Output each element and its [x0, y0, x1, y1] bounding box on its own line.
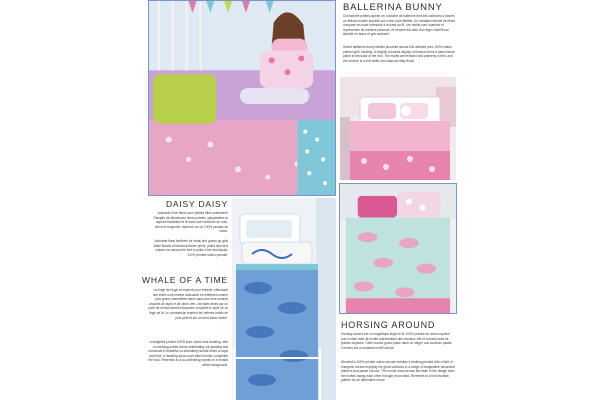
whale-english-text: A delightful printed 100% pure cotton kids bedding, with a charming ocean scene celebrating our greatest sea mammals in beautiful co-ordinating neutral tones of lapis and lime. A dazzling aqua cover stitch border completes the look. Reverses to a co-ordinating repeat on a neutral white background.: [148, 340, 228, 367]
daisy-heading: DAISY DAISY: [165, 199, 228, 209]
bunny-room-illustration: [340, 77, 456, 180]
horsing-french-text: Horsing Around est un magnifique linge de lit 100% percale de coton imprimé pour enfant doté de motifs représentant des chevaux vifs et courant dans de grands espaces. Cette course grand place dans un verger aux couleurs pastel. L'envers est un éclatant motif fuchsia.: [341, 332, 453, 350]
ballerina-english-text: Sweet ballerina bunny rabbits pirouette across this delicate pure 100% cotton printed girls' bedding. A brightly coloured display of flowers forms a harmonious panel at the base of the bed. The motifs are textured and painterly in feel, and the reverse is a soft white and charcoal ditsy floral.: [343, 45, 455, 63]
whale-bed-illustration: [232, 198, 336, 400]
whale-french-text: Un linge de lit gai et imprimé pour enfants, effectuant une entre-roue marine amusante et célébrant comme plus grand mammifère marin dans des tons neutres assortis de lapis et de citron vert. Les taies finies par un point de rectouvrement turquoise complète le style de ce linge de lit. Le commercial reprend les mêmes motifs en plus petit et sur un fond blanc neutre.: [148, 288, 228, 320]
photo-whale-bedding: [232, 198, 336, 400]
photo-ballerina-bunny-bedroom: [340, 77, 456, 180]
daisy-french-text: Adorable lit de fleurs pour petites filles seulement! Panglier de fabuleuses fleurs peintes, pâquerettes et rayures travaillant le lit dans une harmonie de rose, citron et turquoise. Imprimé sur un 100% percale de coton.: [153, 211, 228, 234]
horse-bed-illustration: [340, 184, 456, 313]
photo-horse-bedding: [339, 183, 457, 314]
whale-heading: WHALE OF A TIME: [142, 275, 228, 285]
horsing-english-text: Wonderful 100% printed cotton percale children's bedding printed with a field of energetic horses enjoying the great outdoors in a range of imaginative decorative patterns and pastel colours. The runner band across the base of the design sees the horses racing each other through an orchard. Reverses to a bold fuchsia pattern for an alternative mood.: [341, 360, 456, 383]
girl-bed-illustration: [149, 1, 335, 195]
daisy-english-text: Adorable floral bedlinen for small and grown-up girls alike! Bands of fabulous flower prints, polka dots and stripes run across the bed in pinks, lime and aquas. 100% printed cotton percale.: [153, 239, 228, 257]
ballerina-heading: BALLERINA BUNNY: [343, 2, 443, 13]
horsing-heading: HORSING AROUND: [341, 320, 436, 330]
photo-girl-on-floral-bed: [148, 0, 336, 196]
ballerina-french-text: Chérubinée petites lapines en costume de ballerine font des cabrioles à travers ce délicat modèle imprimé pur coton pour fillettes. Un éclatant éventail de fleurs compose en toute harmonie à la base du lit. Les motifs sont nuancés et représentés de manière pictorale, et l'envers est doté d'un léger motif floral tâcheté en blanc et gris ardoisée.: [343, 14, 456, 37]
